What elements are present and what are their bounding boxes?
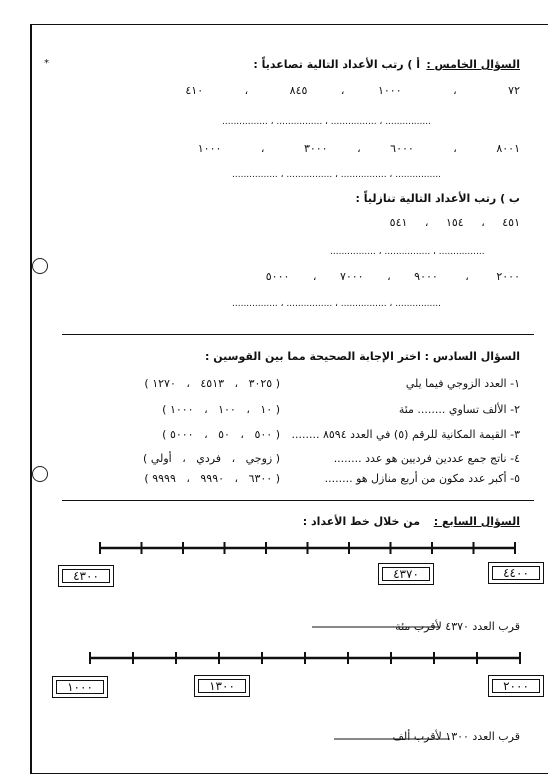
number: ٦٠٠٠: [390, 142, 414, 155]
q6-title: السؤال السادس : اختر الإجابة الصحيحة مما بين القوسين :: [205, 350, 520, 363]
option[interactable]: ٥٠: [218, 428, 230, 441]
number: ١٥٤: [445, 216, 464, 229]
q5-part-b: ب ) رتب الأعداد التالية تنازلياً :: [355, 192, 520, 205]
q7-prompt-1: قرب العدد ٤٣٧٠ لأقرب مئة: [395, 620, 520, 633]
q6-options-5: ( ٦٣٠٠ ، ٩٩٩٠ ، ٩٩٩٩ ): [144, 472, 280, 485]
option[interactable]: ١٠: [260, 403, 273, 416]
answer-blank[interactable]: ................ ، ................ ، ................ ، ................: [232, 170, 441, 180]
number: ١٠٠٠: [377, 84, 402, 97]
number-box-mid: ١٣٠٠: [194, 675, 250, 697]
q5-row2: ٨٠٠١ ، ٦٠٠٠ ، ٣٠٠٠ ، ١٠٠٠: [197, 142, 520, 155]
number: ٩٠٠٠: [414, 270, 438, 283]
number: ٨٤٥: [289, 84, 308, 97]
number-box-left: ٤٣٠٠: [58, 565, 114, 587]
number-box-left: ١٠٠٠: [52, 676, 108, 698]
option[interactable]: ٥٠٠: [254, 428, 273, 441]
option[interactable]: ١٠٠: [218, 403, 236, 416]
q6-item-1: ١- العدد الزوجي فيما يلي: [405, 377, 520, 390]
option[interactable]: ٥٠٠٠: [169, 428, 194, 441]
number: ٢٠٠٠: [496, 270, 520, 283]
option[interactable]: ٣٠٢٥: [248, 377, 273, 390]
number-box-mid: ٤٣٧٠: [378, 563, 434, 585]
number: ١٠٠٠: [197, 142, 222, 155]
answer-blank[interactable]: ................ ، ................ ، ................: [330, 247, 485, 257]
number-box-right: ٤٤٠٠: [488, 562, 544, 584]
corner-mark: *: [44, 58, 49, 69]
number: ٤١٠: [185, 84, 204, 97]
option[interactable]: ١٢٧٠: [152, 377, 176, 390]
number: ٨٠٠١: [496, 142, 520, 155]
option[interactable]: زوجي: [245, 452, 273, 465]
q7-prompt-2: قرب العدد ١٣٠٠ لأقرب ألف: [392, 730, 520, 743]
q6-options-3: ( ٥٠٠ ، ٥٠ ، ٥٠٠٠ ): [162, 428, 280, 441]
q7-title: السؤال السابع :: [433, 515, 520, 528]
number: ٧٠٠٠: [339, 270, 364, 283]
q6-item-2: ٢- الألف تساوي ........ مئة: [398, 403, 520, 416]
q6-options-1: ( ٣٠٢٥ ، ٤٥١٣ ، ١٢٧٠ ): [144, 377, 280, 390]
q6-item-5: ٥- أكبر عدد مكون من أربع منازل هو ........: [324, 472, 520, 485]
option[interactable]: ٩٩٩٩: [152, 472, 176, 485]
number: ٤٥١: [502, 216, 520, 229]
q7-subtitle: من خلال خط الأعداد :: [302, 515, 420, 528]
q6-options-4: ( زوجي ، فردي ، أولي ): [143, 452, 280, 465]
option[interactable]: أولي: [150, 452, 172, 465]
q6-item-3: ٣- القيمة المكانية للرقم (٥) في العدد ٨٥٩٤ ........: [291, 428, 520, 441]
option[interactable]: ٤٥١٣: [200, 377, 225, 390]
number: ٥٠٠٠: [265, 270, 290, 283]
answer-blank[interactable]: ................ ، ................ ، ................ ، ................: [222, 117, 431, 127]
q5-row1: ٧٢ ، ١٠٠٠ ، ٨٤٥ ، ٤١٠: [185, 84, 520, 97]
q5-row3: ٤٥١ ، ١٥٤ ، ٥٤١: [389, 216, 520, 229]
answer-blank[interactable]: ................ ، ................ ، ................ ، ................: [232, 299, 441, 309]
q6-item-4: ٤- ناتج جمع عددين فرديين هو عدد ........: [333, 452, 520, 465]
number: ٣٠٠٠: [303, 142, 328, 155]
option[interactable]: ٩٩٩٠: [200, 472, 225, 485]
q6-options-2: ( ١٠ ، ١٠٠ ، ١٠٠٠ ): [162, 403, 280, 416]
q5-row4: ٢٠٠٠ ، ٩٠٠٠ ، ٧٠٠٠ ، ٥٠٠٠: [265, 270, 520, 283]
number: ٧٢: [508, 84, 520, 97]
option[interactable]: فردي: [196, 452, 222, 465]
q5-part-a: أ ) رتب الأعداد التالية تصاعدياً :: [253, 58, 420, 71]
option[interactable]: ١٠٠٠: [169, 403, 194, 416]
option[interactable]: ٦٣٠٠: [248, 472, 273, 485]
number-box-right: ٢٠٠٠: [488, 675, 544, 697]
number: ٥٤١: [389, 216, 408, 229]
q5-title: السؤال الخامس :: [426, 58, 520, 71]
